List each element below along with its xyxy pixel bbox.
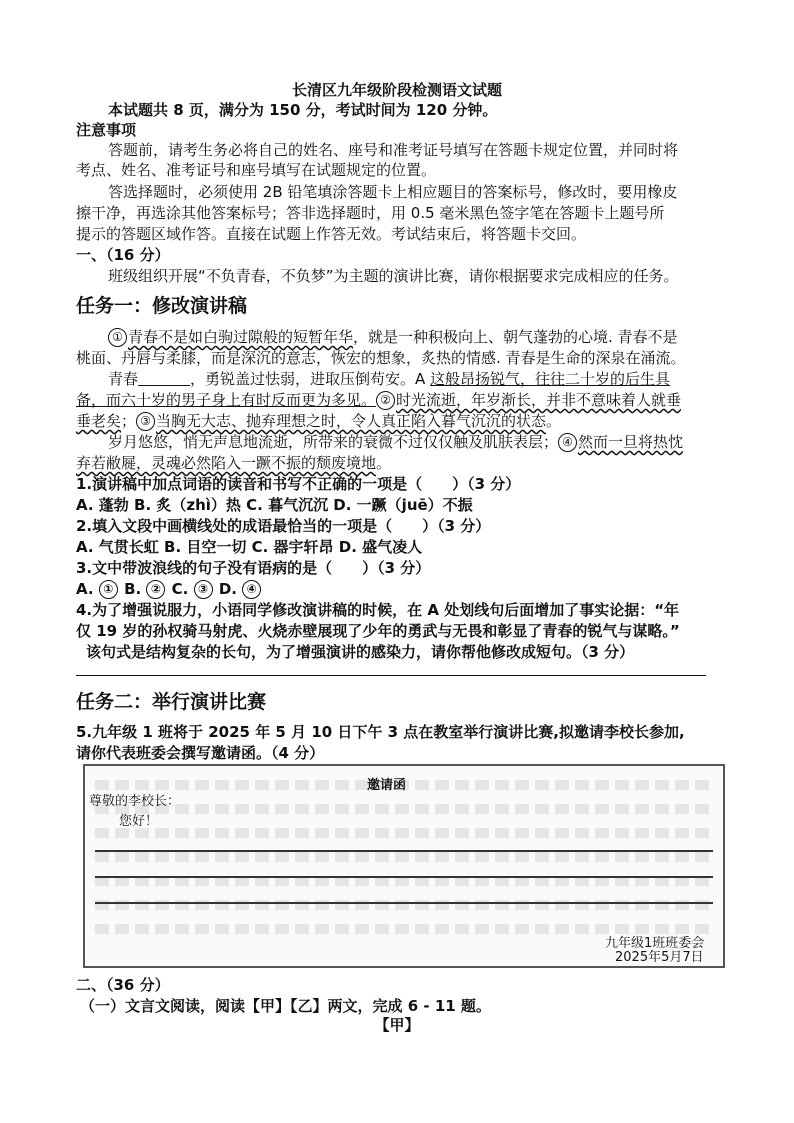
question-5: 请你代表班委会撰写邀请函。（4 分） — [76, 744, 325, 762]
part1-lead: 班级组织开展“不负青春，不负梦”为主题的演讲比赛，请你根据要求完成相应的任务。 — [108, 267, 679, 285]
exam-title: 长清区九年级阶段检测语文试题 — [291, 81, 502, 99]
wavy-sentence: 青春不是如白驹过隙般的短暂年华 — [128, 328, 354, 346]
invitation-letter-box[interactable] — [83, 764, 725, 968]
question-2-options: A. 气贯长虹 B. 目空一切 C. 器宇轩昂 D. 盛气凌人 — [76, 538, 423, 556]
speech-line: 桃面、丹唇与柔膝，而是深沉的意志，恢宏的想象，炙热的情感. 青春是生命的深泉在涌流。 — [76, 349, 686, 367]
wavy-sentence: 垂老矣 — [76, 412, 122, 430]
notes-text: 提示的答题区域作答。直接在试题上作答无效。考试结束后，将答题卡交回。 — [76, 225, 587, 243]
wavy-sentence: 弃若敝屣，灵魂必然陷入一蹶不振的颓废境地 — [76, 454, 377, 472]
option-number: ④ — [242, 580, 261, 599]
question-3-options — [76, 579, 718, 599]
question-1-options: A. 蓬勃 B. 炙（zhì）热 C. 暮气沉沉 D. 一蹶（juē）不振 — [76, 496, 473, 514]
question-4: 该句式是结构复杂的长句，为了增强演讲的感染力，请你帮他修改成短句。（3 分） — [86, 643, 635, 661]
wavy-sentence: 然而一旦将热忱 — [578, 433, 684, 451]
letter-salutation: 尊敬的李校长： — [89, 794, 181, 809]
wavy-sentence: 时光流逝，年岁渐长，并非不意味着人就垂 — [396, 391, 682, 409]
speech-line — [108, 432, 718, 452]
question-2: 2.填入文段中画横线处的成语最恰当的一项是（ ）（3 分） — [76, 517, 491, 535]
sentence-number: ③ — [136, 412, 155, 431]
speech-text: ，就是一种积极向上、朝气蓬勃的心境. 青春不是 — [353, 328, 678, 346]
wavy-sentence: 当胸无大志、抛弃理想之时，令人真正陷入暮气沉沉的状态 — [156, 412, 547, 430]
question-4: 仅 19 岁的孙权骑马射虎、火烧赤壁展现了少年的勇武与无畏和彰显了青春的锐气与谋略。” — [76, 622, 680, 640]
notes-text: 擦干净，再选涂其他答案标号；答非选择题时，用 0.5 毫米黑色签字笔在答题卡上题号所 — [76, 204, 665, 222]
sentence-number: ② — [376, 391, 395, 410]
option-number: ③ — [194, 580, 213, 599]
part2-heading: 二、（36 分） — [76, 976, 170, 994]
notes-text: 答选择题时，必须使用 2B 铅笔填涂答题卡上相应题目的答案标号，修改时，要用橡皮 — [108, 183, 678, 201]
speech-line — [76, 411, 718, 431]
speech-line — [76, 453, 718, 473]
option-number: ② — [146, 580, 165, 599]
sentence-number: ① — [108, 328, 127, 347]
speech-text: ，勇锐盖过怯弱，进取压倒苟安。A — [190, 370, 431, 388]
speech-text: 岁月悠悠，悄无声息地流逝，所带来的衰微不过仅仅触及肌肤表层； — [108, 433, 559, 451]
speech-text: 。 — [546, 412, 562, 430]
question-3: 3.文中带波浪线的句子没有语病的是（ ）（3 分） — [76, 559, 431, 577]
option-letter: B. — [124, 580, 142, 598]
underlined-sentence: 这般昂扬锐气，往往二十岁的后生具 — [430, 370, 671, 388]
underlined-sentence: 备，而六十岁的男子身上有时反而更为多见。 — [76, 391, 377, 409]
speech-text: 。 — [376, 454, 392, 472]
notes-text: 考点、姓名、准考证号和座号填写在试题规定的位置。 — [76, 161, 437, 179]
writing-line — [95, 876, 713, 878]
writing-line — [95, 902, 713, 904]
letter-title: 邀请函 — [367, 778, 407, 793]
option-number: ① — [99, 580, 118, 599]
question-5: 5.九年级 1 班将于 2025 年 5 月 10 日下午 3 点在教室举行演讲比赛,拟邀请李校长参加, — [76, 723, 685, 741]
notes-text: 答题前，请考生务必将自己的姓名、座号和准考证号填写在答题卡规定位置，并同时将 — [108, 141, 679, 159]
question-4: 4.为了增强说服力，小语同学修改演讲稿的时候，在 A 处划线句后面增加了事实论据：“年 — [76, 601, 680, 619]
question-1: 1.演讲稿中加点词语的读音和书写不正确的一项是（ ）（3 分） — [76, 475, 521, 493]
part1-heading: 一、（16 分） — [76, 246, 170, 264]
notes-heading: 注意事项 — [76, 121, 137, 139]
answer-line — [76, 675, 706, 676]
speech-line — [76, 390, 718, 410]
speech-text: ； — [121, 412, 137, 430]
letter-greeting: 您好！ — [119, 814, 159, 829]
option-letter: A. — [76, 580, 94, 598]
sentence-number: ④ — [558, 433, 577, 452]
speech-line — [108, 327, 718, 347]
text-jia-label: 【甲】 — [374, 1016, 420, 1034]
part2-subheading: （一）文言文阅读，阅读【甲】【乙】两文，完成 6 - 11 题。 — [80, 997, 491, 1015]
option-letter: C. — [171, 580, 189, 598]
task1-heading: 任务一：修改演讲稿 — [76, 295, 248, 317]
writing-line — [95, 850, 713, 852]
fill-blank — [138, 371, 190, 386]
letter-signer: 九年级1班班委会 — [605, 936, 705, 951]
option-letter: D. — [218, 580, 238, 598]
exam-intro: 本试题共 8 页，满分为 150 分，考试时间为 120 分钟。 — [108, 101, 498, 119]
speech-line — [108, 369, 718, 389]
letter-date: 2025年5月7日 — [615, 950, 704, 965]
task2-heading: 任务二：举行演讲比赛 — [76, 691, 267, 713]
speech-text: 青春 — [108, 370, 139, 388]
